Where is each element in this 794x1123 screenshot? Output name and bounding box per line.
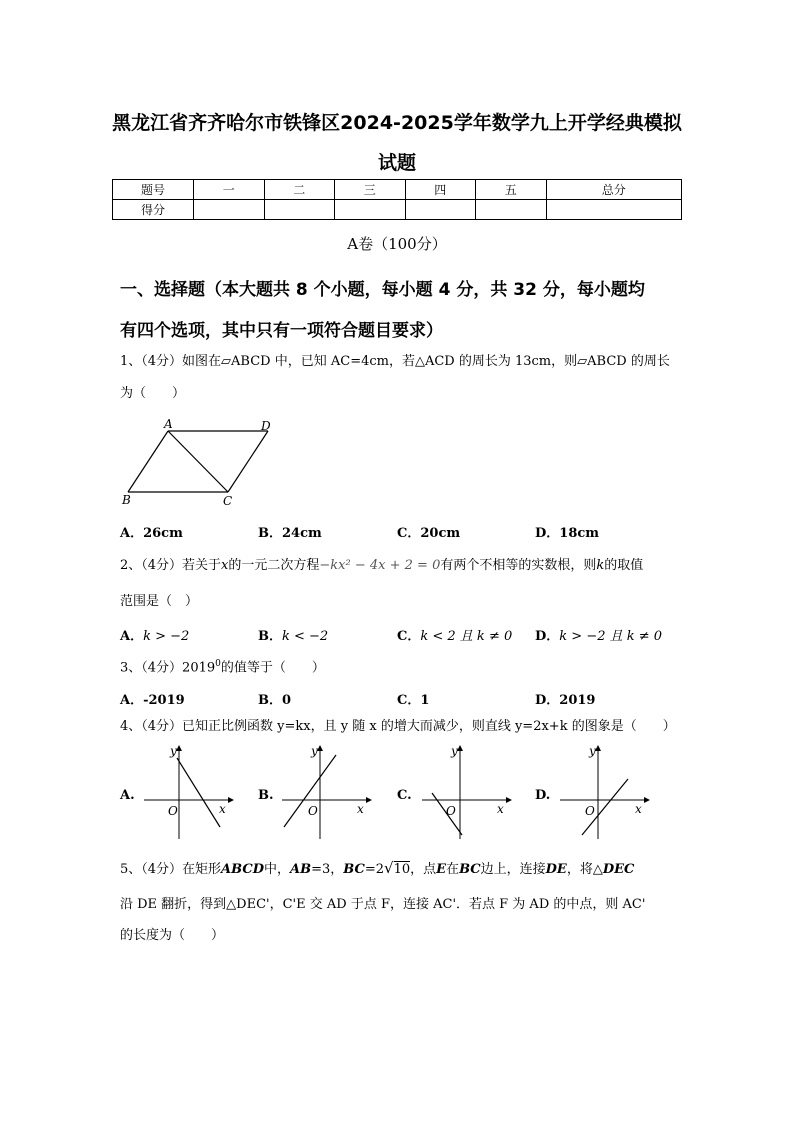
header-cell: 四 [405, 180, 476, 200]
q3-option-d[interactable]: D．2019 [535, 693, 596, 708]
q5-text: =2 [364, 862, 384, 877]
origin-label: O [585, 804, 595, 818]
q3-option-a[interactable]: A．-2019 [120, 693, 185, 708]
axis-label-x: x [635, 802, 642, 816]
q5-stem-line2: 沿 DE 翻折，得到△DEC'，C'E 交 AD 于点 F，连接 AC'．若点 F 为 AD 的中点，则 AC' [120, 897, 646, 912]
q4-option-a-label[interactable]: A. [120, 788, 135, 803]
section1-heading-line2: 有四个选项，其中只有一项符合题目要求） [120, 321, 443, 341]
vertex-label-b: B [122, 493, 131, 507]
q1-stem-line1: 1、（4分）如图在▱ABCD 中，已知 AC=4cm，若△ACD 的周长为 13cm，则▱ABCD 的周长 [120, 354, 670, 369]
q5-stem-line1 [120, 860, 634, 878]
option-letter: D． [535, 629, 560, 644]
q3-option-b[interactable]: B．0 [258, 693, 292, 708]
q2-text: 的取值 [604, 558, 644, 573]
axis-label-y: y [311, 744, 318, 758]
q5-text: =3， [311, 862, 344, 877]
origin-label: O [308, 804, 318, 818]
option-expr: k < −2 [282, 629, 329, 644]
axis-label-y: y [451, 744, 458, 758]
header-cell: 总分 [546, 180, 682, 200]
q3-stem [120, 656, 325, 676]
q5-sqrt-arg: 10 [393, 862, 411, 877]
q3-exponent: 0 [215, 659, 221, 669]
axis-label-x: x [357, 802, 364, 816]
q4-graph-a[interactable] [140, 743, 235, 841]
score-cell[interactable] [264, 200, 335, 220]
q3-option-c[interactable]: C．1 [397, 693, 430, 708]
x-axis-arrow [644, 797, 650, 803]
q1-parallelogram-figure [118, 413, 288, 509]
q2-stem-line2: 范围是（ ） [120, 594, 199, 609]
vertex-label-c: C [223, 494, 233, 508]
q5-abcd: ABCD [221, 862, 264, 877]
q2-var-x: x [221, 558, 229, 573]
y-axis-arrow [176, 745, 182, 751]
q1-option-d[interactable]: D．18cm [535, 526, 600, 541]
exam-title-line2: 试题 [377, 152, 416, 174]
axis-label-x: x [497, 802, 504, 816]
header-cell: 题号 [113, 180, 194, 200]
y-axis-arrow [317, 745, 323, 751]
q4-graph-b[interactable] [278, 743, 373, 841]
sqrt-icon: √ [384, 859, 394, 877]
graph-line [177, 758, 220, 827]
score-cell[interactable] [194, 200, 265, 220]
q4-graph-d[interactable] [556, 743, 651, 841]
axis-label-y: y [170, 744, 177, 758]
option-expr: k < 2 且 k ≠ 0 [420, 629, 513, 644]
origin-label: O [168, 804, 178, 818]
q3-text: 的值等于（ ） [220, 660, 325, 676]
q4-stem: 4、（4分）已知正比例函数 y=kx，且 y 随 x 的增大而减少，则直线 y=2x+k 的图象是（ ） [120, 719, 676, 734]
q2-stem-line1 [120, 558, 643, 574]
q2-text: 的一元二次方程 [228, 558, 320, 573]
q5-ab: AB [290, 862, 312, 877]
x-axis-arrow [366, 797, 372, 803]
header-cell: 一 [194, 180, 265, 200]
q2-text: 2、（4分）若关于 [120, 558, 222, 573]
origin-label: O [446, 804, 456, 818]
vertex-label-a: A [164, 417, 173, 431]
option-letter: A． [120, 629, 144, 644]
header-cell: 五 [476, 180, 547, 200]
section1-heading-line1: 一、选择题（本大题共 8 个小题，每小题 4 分，共 32 分，每小题均 [120, 280, 645, 300]
q1-option-c[interactable]: C．20cm [397, 526, 461, 541]
option-letter: C． [397, 629, 421, 644]
q2-option-a[interactable] [120, 625, 189, 644]
q5-text: ，点 [410, 862, 437, 877]
q1-stem-line2: 为（ ） [120, 386, 186, 401]
edge-dc [228, 431, 268, 492]
edge-ba [128, 431, 168, 492]
q5-stem-line3: 的长度为（ ） [120, 928, 225, 943]
q5-text: 在 [446, 862, 460, 877]
axis-label-x: x [219, 802, 226, 816]
q4-option-c-label[interactable]: C. [397, 788, 412, 803]
score-table [112, 179, 682, 220]
header-cell: 二 [264, 180, 335, 200]
score-table-score-row [113, 200, 682, 220]
score-table-header-row [113, 180, 682, 200]
q5-text: 边上，连接 [480, 862, 546, 877]
q5-bc: BC [343, 862, 365, 877]
q2-option-b[interactable] [258, 625, 328, 644]
score-cell[interactable] [546, 200, 682, 220]
score-cell[interactable] [335, 200, 406, 220]
q2-equation: −kx² − 4x + 2 = 0 [319, 558, 441, 573]
option-expr: k > −2 [143, 629, 190, 644]
axis-label-y: y [589, 744, 596, 758]
vertex-label-d: D [261, 419, 271, 433]
q1-option-b[interactable]: B．24cm [258, 526, 322, 541]
x-axis-arrow [506, 797, 512, 803]
option-letter: B． [258, 629, 282, 644]
q2-text: 有两个不相等的实数根，则 [440, 558, 597, 573]
row-label-cell: 得分 [113, 200, 194, 220]
q4-option-d-label[interactable]: D. [535, 788, 551, 803]
q2-option-d[interactable] [535, 625, 662, 644]
x-axis-arrow [228, 797, 234, 803]
y-axis-arrow [595, 745, 601, 751]
q5-e: E [436, 862, 447, 877]
q5-text: 5、（4分）在矩形 [120, 862, 222, 877]
q5-de: DE [545, 862, 567, 877]
option-expr: k > −2 且 k ≠ 0 [559, 629, 663, 644]
q5-bc2: BC [459, 862, 481, 877]
q2-var-k: k [596, 558, 605, 573]
q4-graph-c[interactable] [418, 743, 513, 841]
q5-dec: DEC [602, 862, 635, 877]
y-axis-arrow [457, 745, 463, 751]
q5-text: ，将△ [566, 862, 603, 877]
exam-title-line1: 黑龙江省齐齐哈尔市铁锋区2024-2025学年数学九上开学经典模拟 [112, 112, 682, 134]
header-cell: 三 [335, 180, 406, 200]
q3-text: 3、（4分）2019 [120, 660, 216, 676]
q2-option-c[interactable] [397, 625, 512, 644]
section-a-heading: A卷（100分） [347, 235, 447, 253]
diagonal-ac [168, 431, 228, 492]
q1-option-a[interactable]: A．26cm [120, 526, 183, 541]
q5-text: 中， [263, 862, 290, 877]
q4-option-b-label[interactable]: B. [258, 788, 274, 803]
score-cell[interactable] [476, 200, 547, 220]
score-cell[interactable] [405, 200, 476, 220]
